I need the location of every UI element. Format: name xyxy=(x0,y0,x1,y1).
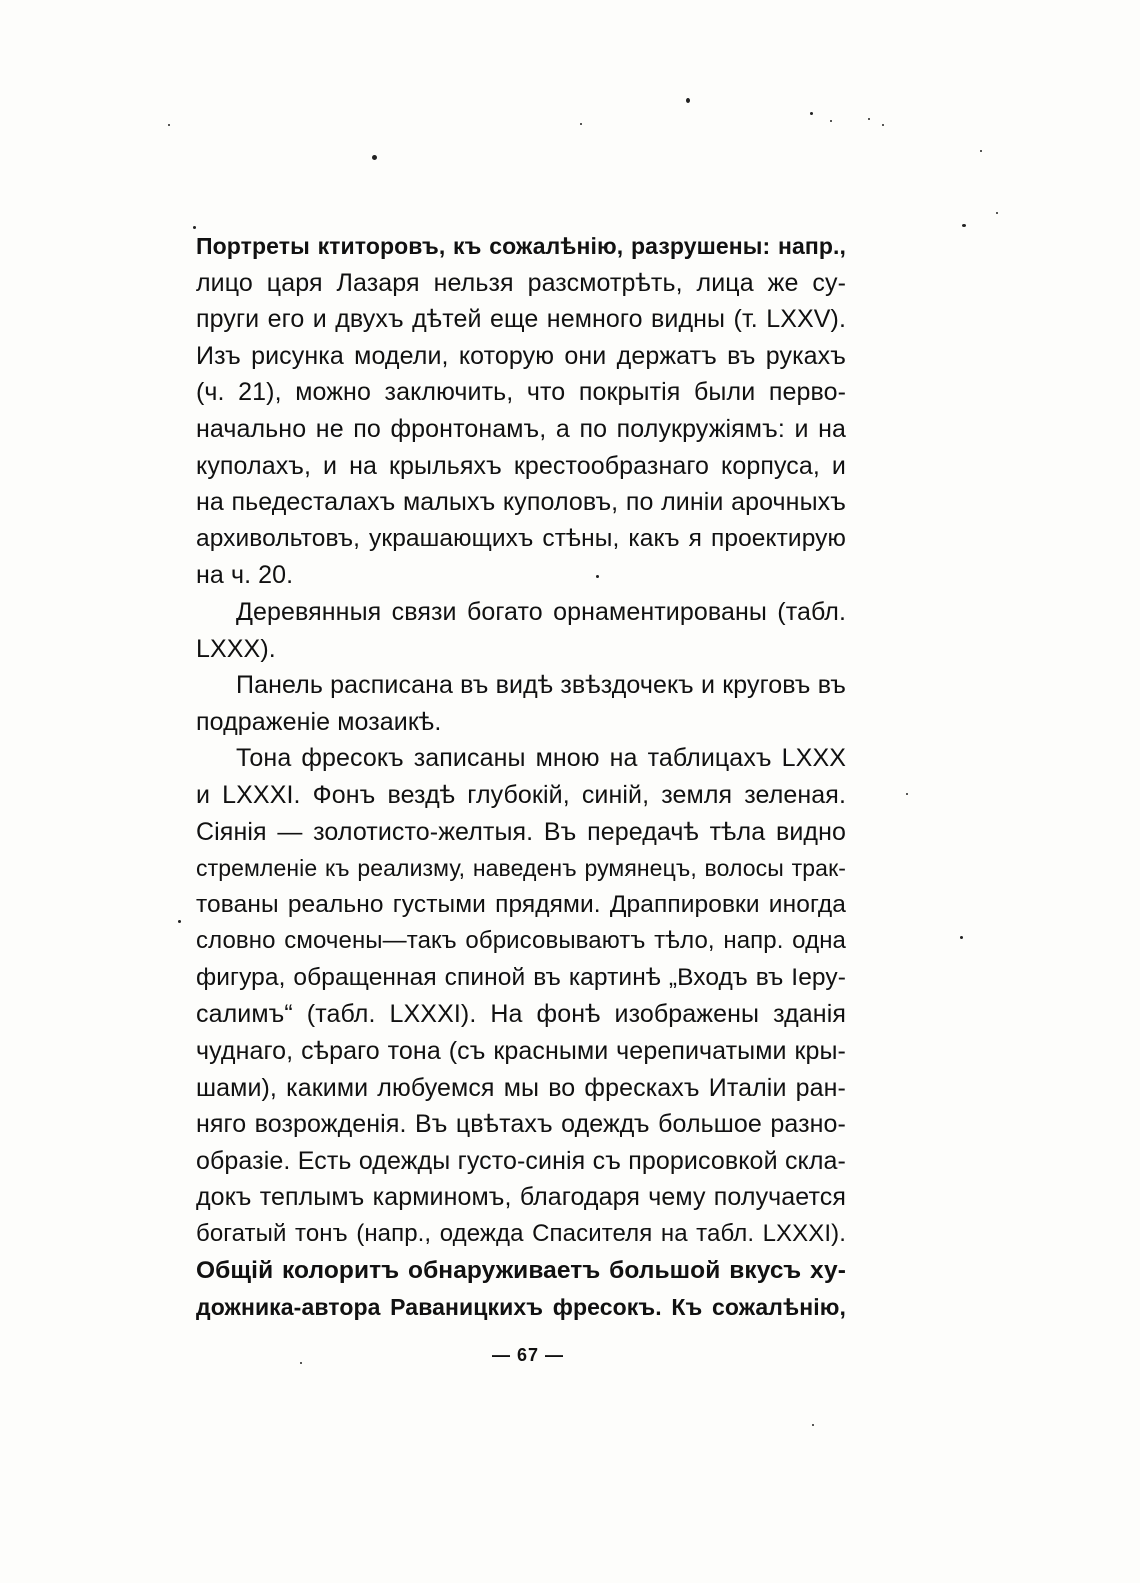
text-line: на ч. 20. xyxy=(196,561,294,590)
text-line: дожника-автора Раваницкихъ фресокъ. Къ сожалѣнію, xyxy=(196,1294,846,1321)
text-line: словно смочены—такъ обрисовываютъ тѣло, напр. одна xyxy=(196,927,846,955)
text-line: Тона фресокъ записаны мною на таблицахъ LXXX xyxy=(236,744,846,773)
speck xyxy=(686,98,690,103)
speck xyxy=(300,1362,302,1364)
page-number: — 67 — xyxy=(491,1345,565,1365)
text-line: няго возрожденія. Въ цвѣтахъ одеждъ большое разно- xyxy=(196,1110,846,1139)
speck xyxy=(168,124,170,126)
text-line: начально не по фронтонамъ, а по полукружіямъ: и на xyxy=(196,414,846,443)
text-line: пруги его и двухъ дѣтей еще немного видны (т. LXXV). xyxy=(196,305,846,334)
speck xyxy=(980,150,982,152)
speck xyxy=(962,224,966,227)
text-line: лицо царя Лазаря нельзя разсмотрѣть, лица же су- xyxy=(196,268,846,297)
text-line: Деревянныя связи богато орнаментированы (табл. xyxy=(236,597,846,626)
text-line: фигура, обращенная спиной въ картинѣ „Входъ въ Іеру- xyxy=(196,963,846,991)
text-line: Общій колоритъ обнаруживаетъ большой вкусъ ху- xyxy=(196,1256,846,1284)
text-line: шами), какими любуемся мы во фрескахъ Италіи ран- xyxy=(196,1073,846,1102)
text-line: LXXX). xyxy=(196,634,276,663)
text-line: Изъ рисунка модели, которую они держатъ въ рукахъ xyxy=(196,341,846,370)
speck xyxy=(906,793,908,795)
text-line: и LXXXI. Фонъ вездѣ глубокій, синій, земля зеленая. xyxy=(196,780,846,809)
text-line: богатый тонъ (напр., одежда Спасителя на табл. LXXXI). xyxy=(196,1220,846,1248)
speck xyxy=(960,936,963,939)
speck xyxy=(996,212,998,214)
text-line: на пьедесталахъ малыхъ куполовъ, по линіи арочныхъ xyxy=(196,488,846,517)
body-text xyxy=(196,228,846,1326)
text-line: тованы реально густыми прядями. Драппировки иногда xyxy=(196,890,846,918)
speck xyxy=(178,920,181,923)
text-line: докъ теплымъ карминомъ, благодаря чему получается xyxy=(196,1183,846,1212)
text-line: чуднаго, сѣраго тона (съ красными черепичатыми кры- xyxy=(196,1037,846,1066)
text-line: архивольтовъ, украшающихъ стѣны, какъ я проектирую xyxy=(196,524,846,552)
speck xyxy=(830,120,832,122)
text-line: куполахъ, и на крыльяхъ крестообразнаго корпуса, и xyxy=(196,451,846,480)
text-line: подраженіе мозаикѣ. xyxy=(196,707,442,736)
speck xyxy=(882,124,884,126)
speck xyxy=(868,118,870,120)
speck xyxy=(812,1424,814,1426)
text-line: образіе. Есть одежды густо-синія съ прорисовкой скла- xyxy=(196,1146,846,1175)
text-line: (ч. 21), можно заключить, что покрытія были перво- xyxy=(196,378,846,407)
text-line: Панель расписана въ видѣ звѣздочекъ и круговъ въ xyxy=(236,671,846,700)
speck xyxy=(580,123,582,125)
text-line: Портреты ктиторовъ, къ сожалѣнію, разрушены: напр., xyxy=(196,233,846,259)
speck xyxy=(810,112,813,115)
text-line: стремленіе къ реализму, наведенъ румянецъ, волосы трак- xyxy=(196,855,846,882)
text-line: Сіянія — золотисто-желтыя. Въ передачѣ тѣла видно xyxy=(196,817,846,846)
text-line: салимъ“ (табл. LXXXI). На фонѣ изображены зданія xyxy=(196,1000,846,1029)
speck xyxy=(372,155,377,160)
